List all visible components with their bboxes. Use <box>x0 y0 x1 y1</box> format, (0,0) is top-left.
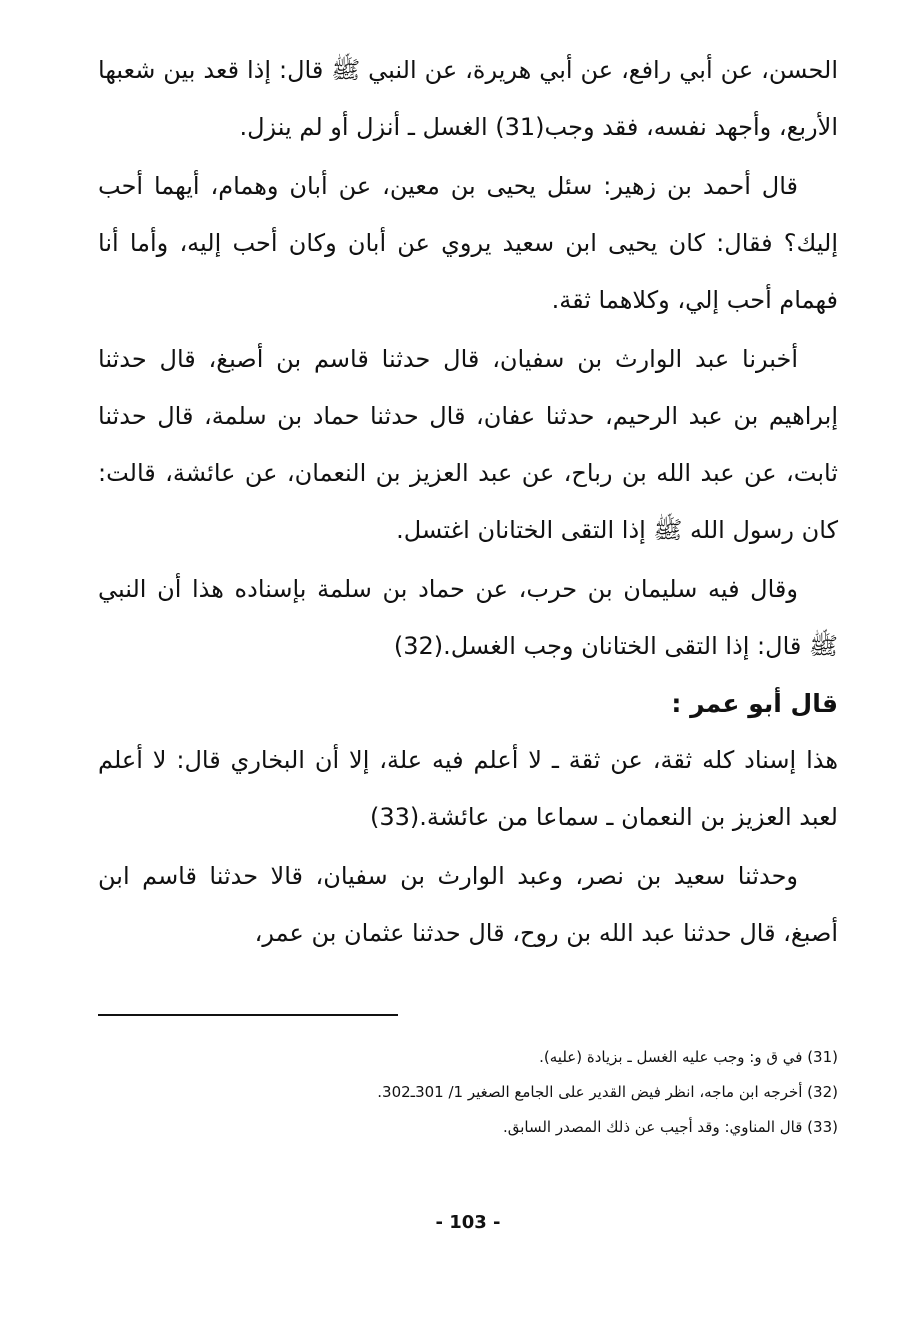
text-line: سلمة، قال حدثنا ثابت، عن عبد الله بن رباح، عن عبد العزيز بن <box>98 402 838 487</box>
text-line: النعمان، عن عائشة، قالت: كان رسول الله ﷺ إذا التقى الختانان <box>98 459 838 544</box>
text-line: بين شعبها الأربع، وأجهد نفسه، فقد وجب(31) الغسل ـ أنزل أو لم <box>98 56 838 141</box>
paragraph-2 <box>98 158 838 329</box>
text-line: أخبرنا عبد الوارث بن سفيان، قال حدثنا قاسم بن أصبغ، قال <box>159 345 798 373</box>
paragraph-4 <box>98 561 838 675</box>
text-line: أحب إليك؟ فقال: كان يحيى ابن سعيد يروي عن أبان وكان أحب <box>98 172 838 257</box>
footnote-32: (32) أخرجه ابن ماجه، انظر فيض القدير على الجامع الصغير 1/ 301ـ302. <box>377 1083 838 1101</box>
paragraph-5 <box>98 732 838 846</box>
text-line: وحدثنا سعيد بن نصر، وعبد الوارث بن سفيان، قالا حدثنا قاسم <box>142 862 798 890</box>
text-line: ابن أصبغ، قال حدثنا عبد الله بن روح، قال حدثنا عثمان بن عمر، <box>98 862 838 947</box>
text-line: الحسن، عن أبي رافع، عن أبي هريرة، عن النبي ﷺ قال: إذا قعد <box>203 56 838 84</box>
section-heading: قال أبو عمر : <box>671 689 838 718</box>
footnote-31: (31) في ق و: وجب عليه الغسل ـ بزيادة (عليه). <box>539 1048 838 1066</box>
paragraph-3 <box>98 331 838 559</box>
paragraph-1 <box>98 42 838 156</box>
book-page <box>98 42 838 1292</box>
footnote-33: (33) قال المناوي: وقد أجيب عن ذلك المصدر السابق. <box>502 1118 838 1136</box>
text-line: اغتسل. <box>396 516 470 544</box>
footnote-divider <box>98 1014 398 1016</box>
text-line: وقال فيه سليمان بن حرب، عن حماد بن سلمة بإسناده هذا أن <box>157 575 798 603</box>
text-line: إليه، وأما أنا فهمام أحب إلي، وكلاهما ثقة. <box>98 229 838 314</box>
text-line: لا أعلم لعبد العزيز بن النعمان ـ سماعا من عائشة.(33) <box>98 746 838 831</box>
main-text <box>98 42 838 962</box>
page-number: - 103 - <box>435 1212 501 1233</box>
text-line: ينزل. <box>239 113 292 141</box>
text-line: قال أحمد بن زهير: سئل يحيى بن معين، عن أبان وهمام، أيهما <box>153 172 798 200</box>
footnotes <box>98 1040 838 1145</box>
text-line: حدثنا إبراهيم بن عبد الرحيم، حدثنا عفان، قال حدثنا حماد بن <box>98 345 838 430</box>
paragraph-6 <box>98 848 838 962</box>
text-line: هذا إسناد كله ثقة، عن ثقة ـ لا أعلم فيه علة، إلا أن البخاري قال: <box>176 746 839 774</box>
text-line: النبي ﷺ قال: إذا التقى الختانان وجب الغسل.(32) <box>98 575 838 660</box>
